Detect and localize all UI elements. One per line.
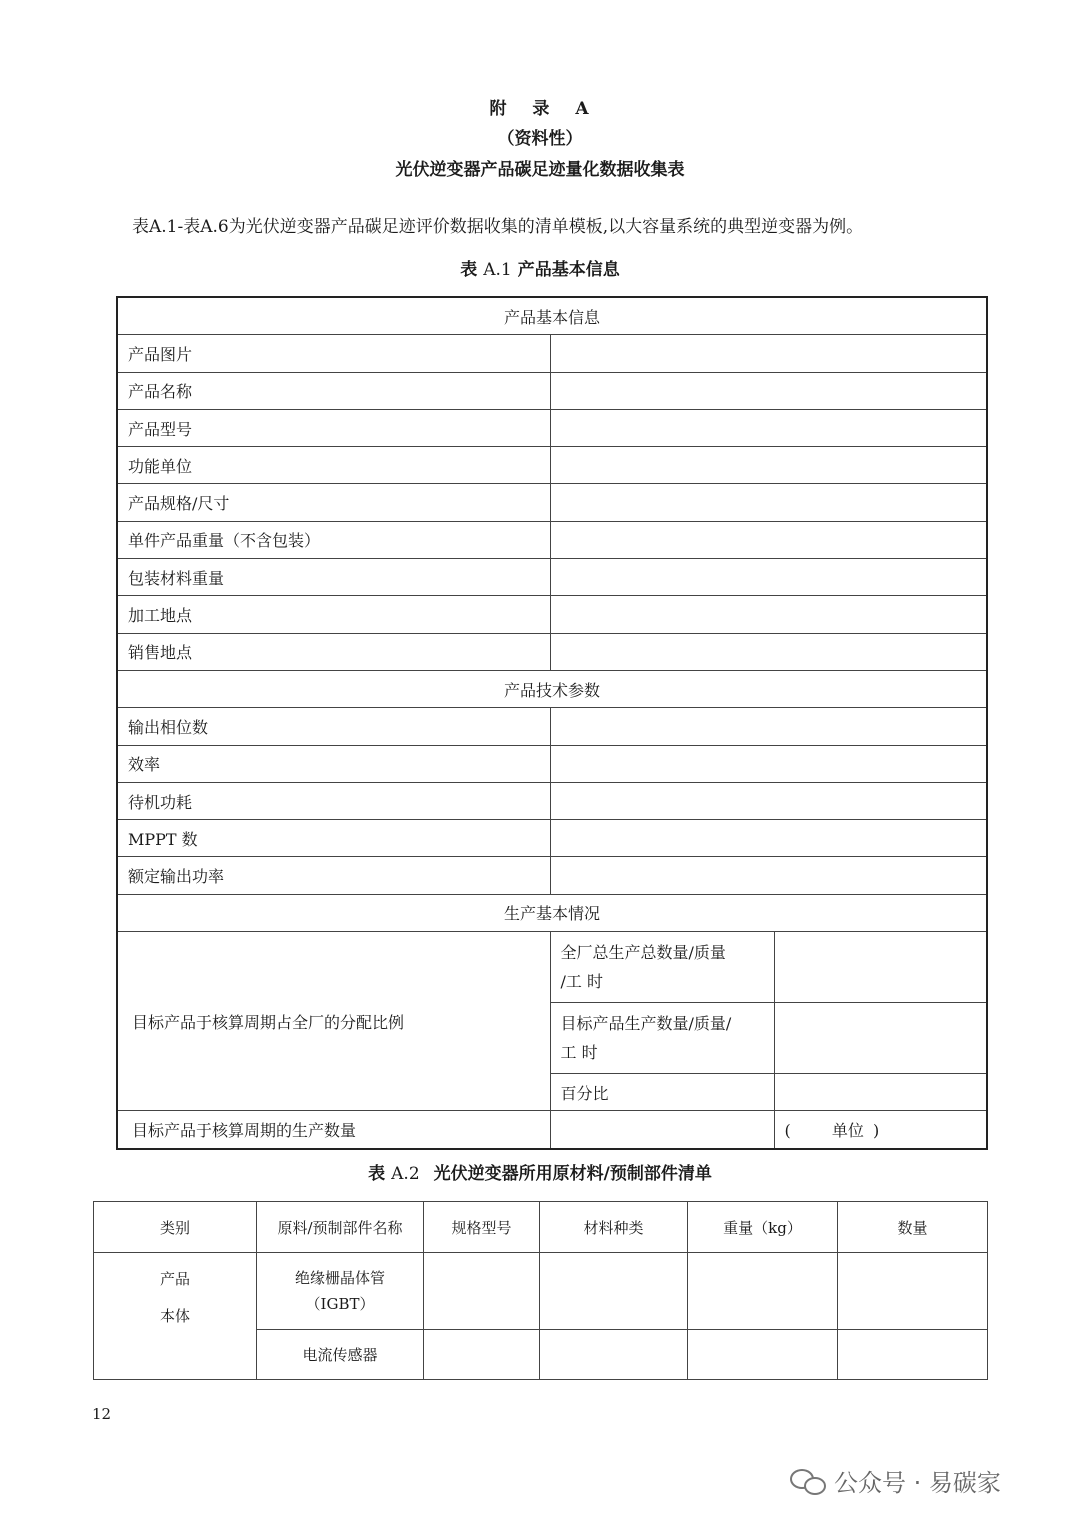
value-cell[interactable] [550, 484, 987, 521]
appendix-heading [0, 94, 1080, 119]
appendix-letter: A [575, 99, 591, 119]
row-label: 包装材料重量 [117, 559, 550, 596]
value-cell[interactable] [540, 1253, 688, 1330]
section-header: 生产基本情况 [117, 894, 987, 931]
table-row [117, 372, 987, 409]
table-a2 [93, 1201, 988, 1380]
column-header: 原料/预制部件名称 [257, 1202, 424, 1253]
value-cell[interactable] [550, 633, 987, 670]
component-name-line: （IGBT） [305, 1295, 375, 1313]
allocation-sub-label: 百分比 [550, 1074, 774, 1111]
column-header: 数量 [838, 1202, 988, 1253]
value-cell[interactable] [550, 559, 987, 596]
table-row [117, 820, 987, 857]
value-cell[interactable] [688, 1253, 838, 1330]
value-cell[interactable] [688, 1330, 838, 1380]
allocation-sub-label [550, 932, 774, 1003]
table-row [117, 745, 987, 782]
allocation-sub-label-line: 目标产品生产数量/质量/ [560, 1014, 732, 1034]
value-cell[interactable] [550, 1111, 774, 1149]
appendix-word-2: 录 [532, 99, 552, 119]
unit-close-paren: ) [872, 1120, 880, 1140]
category-line: 产品 [159, 1269, 190, 1288]
value-cell[interactable] [550, 596, 987, 633]
table2-caption-label: 表 [368, 1164, 386, 1184]
watermark-text: 公众号 · 易碳家 [834, 1469, 1001, 1497]
category-line: 本体 [159, 1306, 190, 1325]
component-name-cell [257, 1253, 424, 1330]
table-row [117, 633, 987, 670]
table2-caption [0, 1159, 1080, 1184]
table-row [117, 708, 987, 745]
column-header: 类别 [94, 1202, 257, 1253]
row-label: 待机功耗 [117, 782, 550, 819]
table-row [117, 447, 987, 484]
value-cell[interactable] [550, 782, 987, 819]
value-cell[interactable] [424, 1253, 540, 1330]
value-cell[interactable] [540, 1330, 688, 1380]
intro-paragraph: 表A.1-表A.6为光伏逆变器产品碳足迹评价数据收集的清单模板,以大容量系统的典型逆变器为例。 [132, 217, 864, 237]
value-cell[interactable] [838, 1330, 988, 1380]
row-label: 功能单位 [117, 447, 550, 484]
wechat-icon [790, 1467, 826, 1495]
allocation-sub-label-line: 全厂总生产总数量/质量 [560, 943, 726, 963]
allocation-label: 目标产品于核算周期占全厂的分配比例 [117, 932, 550, 1111]
section-header: 产品基本信息 [117, 297, 987, 335]
row-label: 效率 [117, 745, 550, 782]
value-cell[interactable] [550, 409, 987, 446]
unit-label: 单位 [831, 1120, 864, 1140]
component-name-line: 绝缘栅晶体管 [294, 1269, 385, 1287]
row-label: 单件产品重量（不含包装） [117, 521, 550, 558]
value-cell[interactable] [774, 1074, 987, 1111]
table-row [117, 1111, 987, 1149]
category-cell [94, 1253, 257, 1380]
value-cell[interactable] [550, 372, 987, 409]
row-label: MPPT 数 [117, 820, 550, 857]
row-label: 产品型号 [117, 409, 550, 446]
component-name-cell: 电流传感器 [257, 1330, 424, 1380]
appendix-title: 光伏逆变器产品碳足迹量化数据收集表 [395, 160, 685, 180]
section-header: 产品技术参数 [117, 670, 987, 707]
row-label: 销售地点 [117, 633, 550, 670]
table2-caption-title: 光伏逆变器所用原材料/预制部件清单 [433, 1164, 712, 1184]
table-row [117, 782, 987, 819]
value-cell[interactable] [838, 1253, 988, 1330]
table1-caption-num: A.1 [483, 260, 512, 280]
unit-cell [774, 1111, 987, 1149]
row-label: 产品名称 [117, 372, 550, 409]
watermark [790, 1463, 1001, 1498]
value-cell[interactable] [550, 447, 987, 484]
value-cell[interactable] [550, 857, 987, 894]
allocation-sub-label [550, 1003, 774, 1074]
column-header: 材料种类 [540, 1202, 688, 1253]
value-cell[interactable] [424, 1330, 540, 1380]
table-row [117, 335, 987, 372]
value-cell[interactable] [550, 521, 987, 558]
table-a1 [116, 296, 988, 1150]
appendix-word-1: 附 [489, 99, 509, 119]
column-header: 重量（kg） [688, 1202, 838, 1253]
table-header-row [94, 1202, 988, 1253]
table-row [117, 409, 987, 446]
table1-caption-label: 表 [460, 260, 478, 280]
column-header: 规格型号 [424, 1202, 540, 1253]
value-cell[interactable] [550, 745, 987, 782]
table-row [117, 559, 987, 596]
table2-caption-num: A.2 [391, 1164, 420, 1184]
table-row [117, 932, 987, 1003]
value-cell[interactable] [774, 1003, 987, 1074]
table-row [117, 596, 987, 633]
row-label: 产品规格/尺寸 [117, 484, 550, 521]
row-label: 产品图片 [117, 335, 550, 372]
appendix-type: （资料性） [497, 129, 583, 149]
table1-caption [0, 255, 1080, 280]
unit-open-paren: ( [784, 1120, 791, 1140]
table-row [117, 484, 987, 521]
table1-caption-title: 产品基本信息 [517, 260, 620, 280]
row-label: 加工地点 [117, 596, 550, 633]
allocation-sub-label-line: /工 时 [560, 972, 603, 992]
allocation-sub-label-line: 工 时 [560, 1043, 598, 1063]
value-cell[interactable] [550, 335, 987, 372]
value-cell[interactable] [550, 708, 987, 745]
value-cell[interactable] [550, 820, 987, 857]
row-label: 目标产品于核算周期的生产数量 [117, 1111, 550, 1149]
row-label: 额定输出功率 [117, 857, 550, 894]
page-number: 12 [92, 1405, 112, 1423]
table-row [94, 1253, 988, 1330]
value-cell[interactable] [774, 932, 987, 1003]
table-row [117, 857, 987, 894]
row-label: 输出相位数 [117, 708, 550, 745]
table-row [117, 521, 987, 558]
